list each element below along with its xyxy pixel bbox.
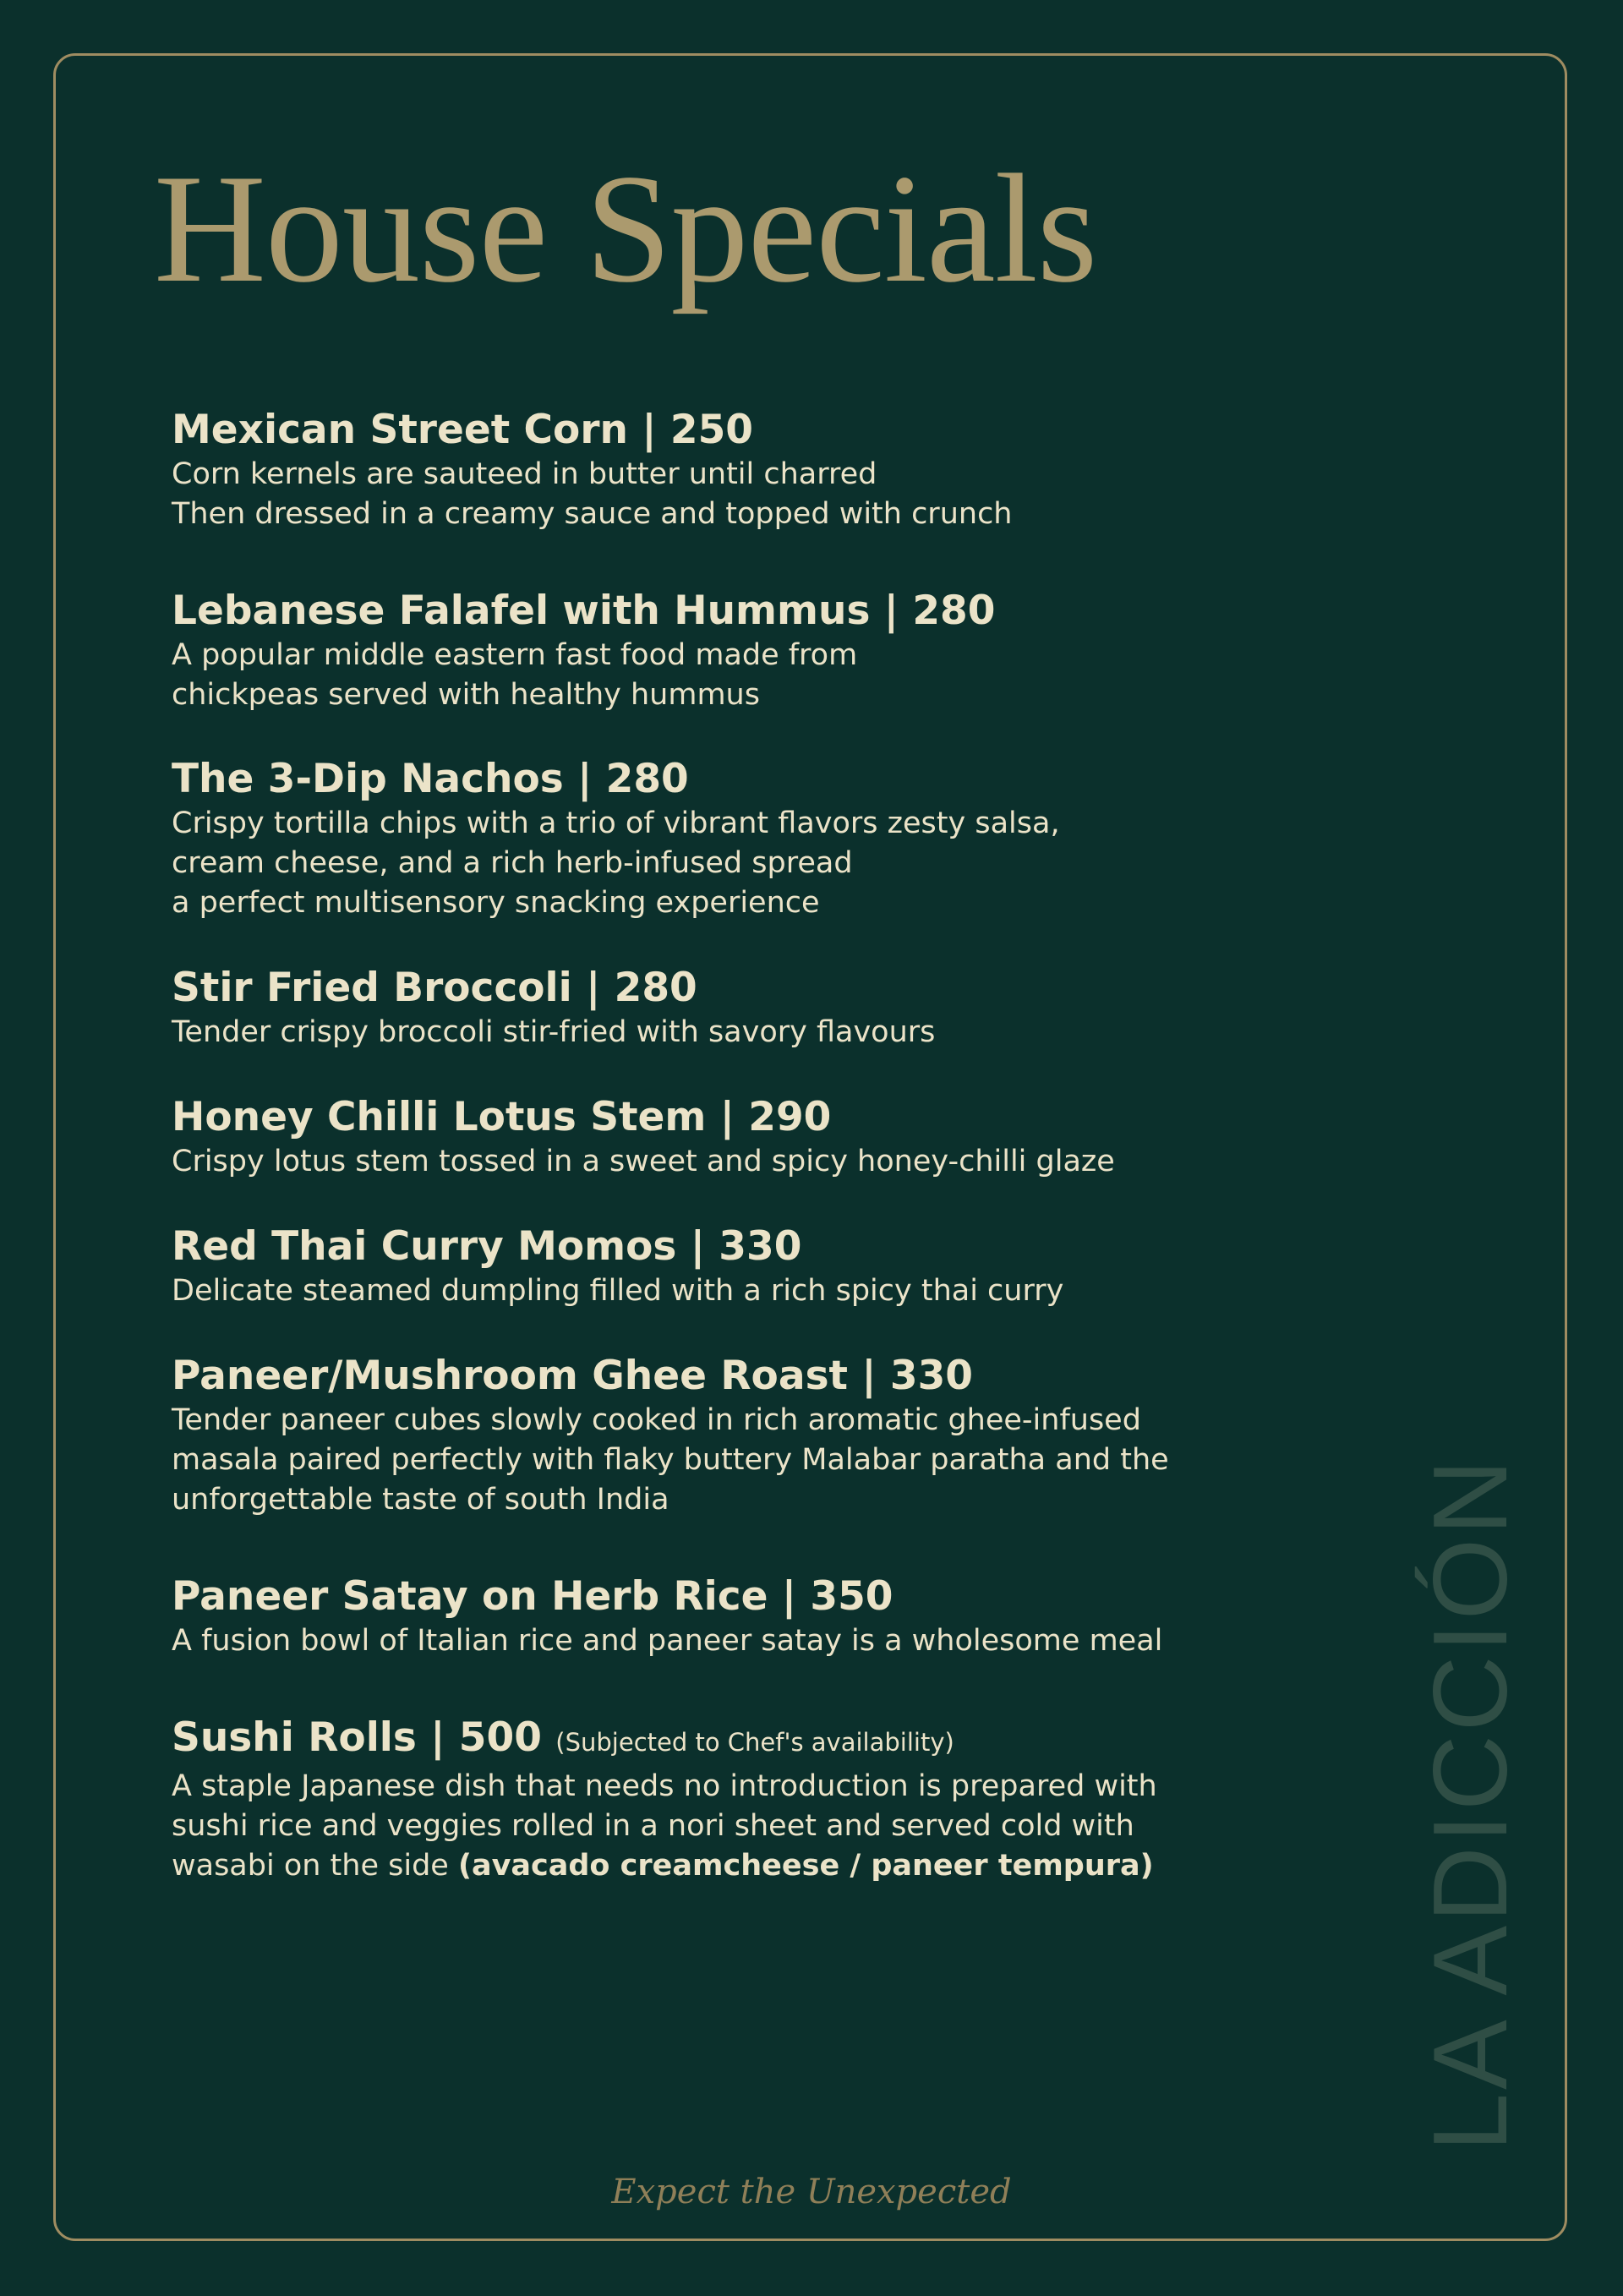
menu-item-description <box>172 1013 1237 1052</box>
description-line: chickpeas served with healthy hummus <box>172 678 760 712</box>
description-line: sushi rice and veggies rolled in a nori sheet and served cold with <box>172 1809 1134 1843</box>
menu-item-description <box>172 1271 1237 1311</box>
menu-item <box>172 755 1237 923</box>
availability-note: (Subjected to Chef's availability) <box>555 1728 954 1757</box>
menu-item <box>172 406 1237 534</box>
menu-item-heading <box>172 964 1237 1013</box>
menu-item <box>172 1714 1237 1886</box>
menu-item-title: Paneer/Mushroom Ghee Roast | 330 <box>172 1353 974 1399</box>
menu-item <box>172 1093 1237 1182</box>
menu-item-description <box>172 455 1237 534</box>
description-line: Tender crispy broccoli stir-fried with savory flavours <box>172 1015 936 1049</box>
filling-options: (avacado creamcheese / paneer tempura) <box>457 1849 1154 1883</box>
menu-item-heading <box>172 1093 1237 1142</box>
menu-item-description <box>172 1401 1237 1520</box>
menu-item <box>172 1572 1237 1661</box>
menu-item-heading <box>172 1714 1237 1767</box>
description-line: A fusion bowl of Italian rice and paneer satay is a wholesome meal <box>172 1624 1163 1658</box>
menu-item-heading <box>172 1222 1237 1271</box>
menu-item <box>172 587 1237 715</box>
menu-item-title: Lebanese Falafel with Hummus | 280 <box>172 588 996 634</box>
description-line: a perfect multisensory snacking experience <box>172 886 820 920</box>
menu-item-description <box>172 1767 1237 1886</box>
menu-item-title: Paneer Satay on Herb Rice | 350 <box>172 1573 893 1620</box>
brand-watermark: LA ADICCIÓN <box>1413 1456 1529 2151</box>
description-line: masala paired perfectly with flaky buttery Malabar paratha and the <box>172 1443 1169 1477</box>
menu-item-heading <box>172 755 1237 804</box>
description-line: Tender paneer cubes slowly cooked in rich aromatic ghee-infused <box>172 1403 1141 1437</box>
description-line: Crispy tortilla chips with a trio of vibrant flavors zesty salsa, <box>172 806 1060 840</box>
menu-item-title: Red Thai Curry Momos | 330 <box>172 1223 802 1270</box>
menu-item-heading <box>172 587 1237 636</box>
description-line: Then dressed in a creamy sauce and topped with crunch <box>172 497 1013 531</box>
menu-item-title: Stir Fried Broccoli | 280 <box>172 965 697 1011</box>
menu-item <box>172 964 1237 1052</box>
menu-item-heading <box>172 1352 1237 1401</box>
menu-item-title: Mexican Street Corn | 250 <box>172 407 753 453</box>
description-line: A staple Japanese dish that needs no introduction is prepared with <box>172 1769 1157 1803</box>
menu-item-title: The 3-Dip Nachos | 280 <box>172 756 689 802</box>
menu-item-description <box>172 1142 1237 1182</box>
menu-item-title: Sushi Rolls | 500 <box>172 1714 542 1761</box>
menu-item-heading <box>172 406 1237 455</box>
menu-item-description <box>172 804 1237 923</box>
description-line <box>172 1846 1237 1886</box>
description-line: Crispy lotus stem tossed in a sweet and spicy honey-chilli glaze <box>172 1145 1115 1178</box>
description-line: unforgettable taste of south India <box>172 1483 669 1517</box>
footer-tagline: Expect the Unexpected <box>611 2173 1012 2211</box>
menu-item-description <box>172 1621 1237 1661</box>
menu-item <box>172 1352 1237 1520</box>
description-line: A popular middle eastern fast food made from <box>172 638 858 672</box>
menu-item-description <box>172 636 1237 715</box>
description-line: cream cheese, and a rich herb-infused spread <box>172 846 853 880</box>
menu-list <box>172 406 1237 1886</box>
description-text: wasabi on the side <box>172 1849 458 1883</box>
menu-item-heading <box>172 1572 1237 1621</box>
description-line: Corn kernels are sauteed in butter until charred <box>172 457 877 491</box>
page-title: House Specials <box>154 142 1097 314</box>
description-line: Delicate steamed dumpling filled with a rich spicy thai curry <box>172 1274 1064 1308</box>
menu-item <box>172 1222 1237 1311</box>
menu-item-title: Honey Chilli Lotus Stem | 290 <box>172 1094 832 1140</box>
